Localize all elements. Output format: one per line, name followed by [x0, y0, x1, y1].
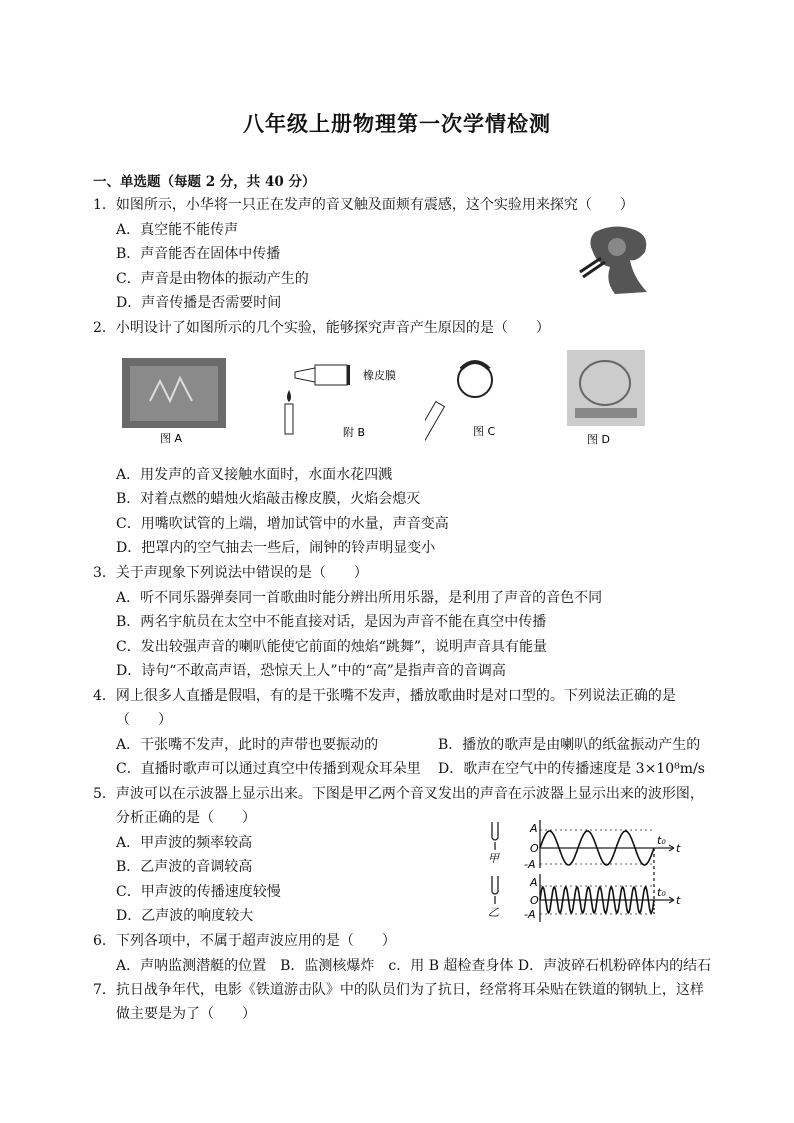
membrane-label: 橡皮膜 — [363, 369, 396, 382]
axis-label-t-bottom: t — [676, 894, 681, 907]
q4-option-d: D．歌声在空气中的传播速度是 3×10⁸m/s — [438, 761, 705, 777]
figure-a-tuning-fork-water — [120, 356, 230, 446]
question-4-stem: 4．网上很多人直播是假唱，有的是干张嘴不发声，播放歌曲时是对口型的。下列说法正确的是 — [93, 688, 676, 704]
q5-option-d: D．乙声波的响度较大 — [116, 908, 254, 924]
question-1-stem: 1．如图所示，小华将一只正在发声的音叉触及面颊有震感，这个实验用来探究（ ） — [93, 197, 634, 213]
q3-option-b: B．两名宇航员在太空中不能直接对话，是因为声音不能在真空中传播 — [116, 614, 547, 630]
q3-option-a: A．听不同乐器弹奏同一首歌曲时能分辨出所用乐器，是利用了声音的音色不同 — [116, 590, 603, 606]
figure-d-bell-jar — [565, 348, 650, 448]
q4-option-c: C．直播时歌声可以通过真空中传播到观众耳朵里 — [116, 761, 421, 777]
q1-option-a: A．真空能不能传声 — [116, 222, 239, 238]
q1-option-d: D．声音传播是否需要时间 — [116, 295, 282, 311]
axis-label-t0-top: t₀ — [657, 834, 666, 847]
question-7-stem: 7．抗日战争年代，电影《铁道游击队》中的队员们为了抗日，经常将耳朵贴在铁道的钢轨上，这样 — [93, 982, 704, 998]
question-5-stem-cont: 分析正确的是（ ） — [116, 810, 256, 826]
fork-label-jia: 甲 — [488, 852, 499, 865]
figure-d-caption: 图 D — [587, 433, 610, 446]
question-5-stem: 5．声波可以在示波器上显示出来。下图是甲乙两个音叉发出的声音在示波器上显示出来的波形图， — [93, 786, 704, 802]
q1-option-b: B．声音能否在固体中传播 — [116, 246, 281, 262]
question-2-stem: 2．小明设计了如图所示的几个实验，能够探究声音产生原因的是（ ） — [93, 320, 550, 336]
q4-option-b: B．播放的歌声是由喇叭的纸盆振动产生的 — [438, 737, 701, 753]
q5-option-c: C．甲声波的传播速度较慢 — [116, 884, 281, 900]
section-heading: 一、单选题（每题 2 分，共 40 分） — [93, 174, 316, 190]
oscilloscope-waveform-figure — [478, 816, 688, 928]
q5-option-b: B．乙声波的音调较高 — [116, 859, 253, 875]
figure-b-caption: 附 B — [343, 426, 366, 439]
fork-label-yi: 乙 — [488, 906, 499, 919]
q3-option-c: C．发出较强声音的喇叭能使它前面的烛焰“跳舞”，说明声音具有能量 — [116, 639, 548, 655]
figure-c-caption: 图 C — [473, 425, 496, 438]
axis-label-o-bottom: O — [530, 894, 539, 907]
question-7-stem-cont: 做主要是为了（ ） — [116, 1006, 256, 1022]
axis-label-nega-top: -A — [524, 858, 536, 871]
page-title: 八年级上册物理第一次学情检测 — [243, 111, 551, 136]
q6-options: A．声呐监测潜艇的位置 B．监测核爆炸 c．用 B 超检查身体 D．声波碎石机粉碎体内的结石 — [116, 958, 712, 974]
q1-option-c: C．声音是由物体的振动产生的 — [116, 271, 309, 287]
question-4-stem-cont: （ ） — [116, 712, 172, 728]
axis-label-o-top: O — [530, 842, 539, 855]
q5-option-a: A．甲声波的频率较高 — [116, 835, 253, 851]
waveform-yi — [540, 887, 654, 913]
tuning-fork-cheek-figure — [575, 222, 665, 300]
figure-b-candle-membrane — [275, 360, 415, 445]
q4-option-a: A．干张嘴不发声，此时的声带也要振动的 — [116, 737, 379, 753]
question-6-stem: 6．下列各项中，不属于超声波应用的是（ ） — [93, 933, 396, 949]
figure-a-caption: 图 A — [160, 432, 183, 445]
q2-option-d: D．把罩内的空气抽去一些后，闹钟的铃声明显变小 — [116, 540, 436, 556]
q2-option-a: A．用发声的音叉接触水面时，水面水花四溅 — [116, 467, 393, 483]
figure-c-blow-test-tube — [425, 355, 515, 450]
q3-option-d: D．诗句“不敢高声语，恐惊天上人”中的“高”是指声音的音调高 — [116, 663, 506, 679]
q2-option-c: C．用嘴吹试管的上端，增加试管中的水量，声音变高 — [116, 516, 449, 532]
axis-label-t-top: t — [676, 842, 681, 855]
axis-label-a-top: A — [530, 822, 538, 835]
axis-label-a-bottom: A — [530, 876, 538, 889]
axis-label-nega-bottom: -A — [524, 908, 536, 921]
q2-option-b: B．对着点燃的蜡烛火焰敲击橡皮膜，火焰会熄灭 — [116, 491, 421, 507]
axis-label-t0-bottom: t₀ — [657, 886, 666, 899]
question-3-stem: 3．关于声现象下列说法中错误的是（ ） — [93, 565, 368, 581]
